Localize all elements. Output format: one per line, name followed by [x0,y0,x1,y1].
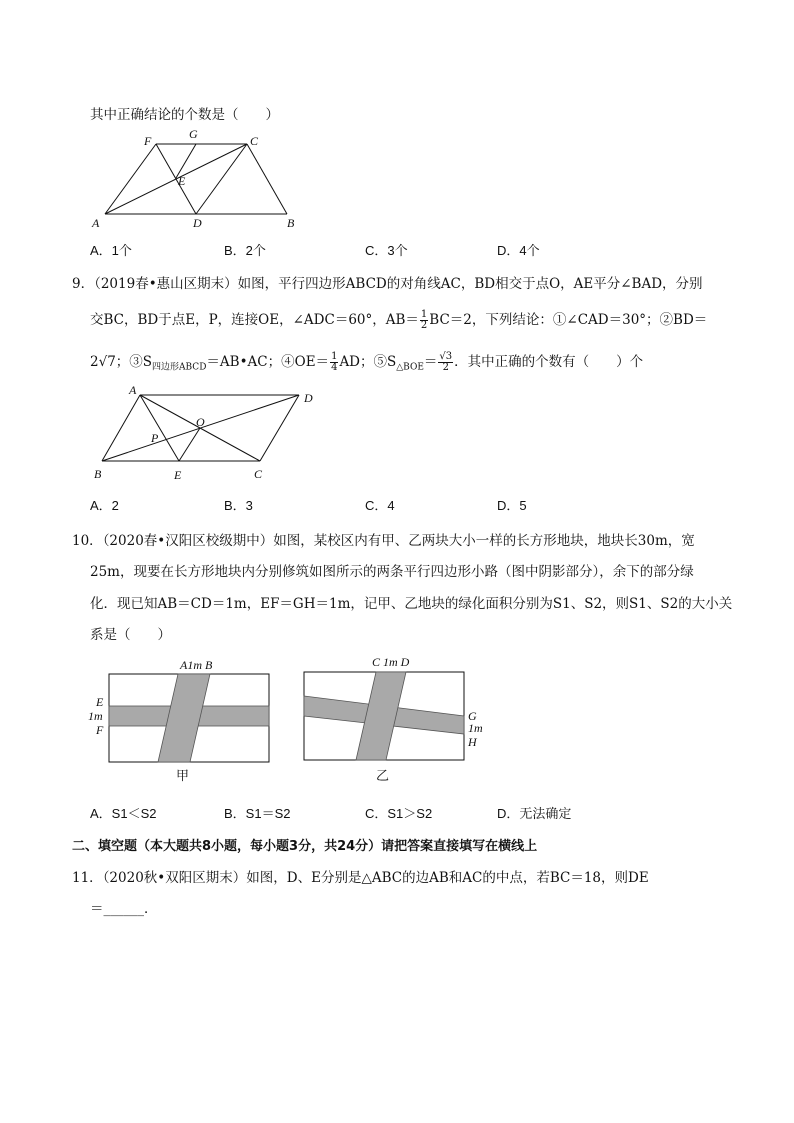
yi-top-label: C 1m D [372,655,410,669]
q9-text-line3c: AD；⑤S [339,354,397,370]
q9-line3 [90,350,643,373]
q8-option-c[interactable]: C．3个 [365,243,408,258]
jia-label-F: F [96,723,104,737]
q11-text-line1: 如图，D、E分别是△ABC的边AB和AC的中点，若BC＝18，则DE [246,870,649,886]
q11-source: （2020秋•双阳区期末） [102,870,247,886]
q9-label-E: E [174,468,182,482]
jia-top-label: A1m B [180,658,213,672]
q9-text-line3a: 2√7；③S [90,354,153,370]
section-two-heading: 二、填空题（本大题共8小题，每小题3分，共24分）请把答案直接填写在横线上 [72,839,538,854]
q8-option-a[interactable]: A．1个 [90,243,132,258]
yi-label-G: G [468,709,477,723]
q8-label-G: G [189,127,198,141]
q9-text-line1: 如图，平行四边形ABCD的对角线AC，BD相交于点O，AE平分∠BAD，分别 [237,276,703,292]
q9-text-line3d: ＝ [423,354,438,370]
q9-text-line2b: BC＝2，下列结论：①∠CAD＝30°；②BD＝ [429,312,708,328]
q8-label-E: E [178,174,186,188]
q9-number: 9． [72,276,95,292]
q9-option-d[interactable]: D．5 [497,498,527,513]
q10-option-b[interactable]: B．S1＝S2 [224,806,291,821]
q10-figure-yi [296,650,496,784]
jia-label-m: 1m [88,709,103,723]
q10-text-line1: 如图，某校区内有甲、乙两块大小一样的长方形地块，地块长30m，宽 [273,533,695,549]
frac-denominator: 2 [442,362,449,373]
q11-line1 [72,866,649,886]
q9-subscript-1: 四边形ABCD [152,362,207,373]
q10-option-c[interactable]: C．S1＞S2 [365,806,433,821]
q9-fraction-sqrt3 [438,352,453,373]
q9-option-c[interactable]: C．4 [365,498,395,513]
frac-numerator: 1 [420,309,428,320]
q9-label-A: A [129,383,137,397]
q11-line2[interactable]: ＝______． [90,901,158,917]
q8-option-b[interactable]: B．2个 [224,243,266,258]
q9-label-O: O [196,415,205,429]
q9-figure [88,380,328,488]
jia-caption: 甲 [176,768,190,783]
frac-denominator: 4 [331,362,338,373]
q9-fraction-half [420,310,428,331]
yi-label-m: 1m [468,721,483,735]
frac-denominator: 2 [420,320,428,331]
q11-number: 11． [72,870,103,886]
q8-figure [88,126,308,234]
jia-label-E: E [96,695,104,709]
q10-option-a[interactable]: A．S1＜S2 [90,806,157,821]
q9-subscript-2: △BOE [396,362,424,373]
frac-numerator: √3 [439,351,453,362]
q9-line1 [72,272,703,292]
q9-label-C: C [254,467,263,481]
q9-source: （2019春•惠山区期末） [94,276,238,292]
q9-option-a[interactable]: A．2 [90,498,119,513]
q10-line3: 化．现已知AB＝CD＝1m，EF＝GH＝1m，记甲、乙地块的绿化面积分别为S1、S2，则S1、S2的大小关 [90,596,733,612]
q10-option-d[interactable]: D．无法确定 [497,806,572,821]
q8-label-A: A [92,216,100,230]
q8-tail: 其中正确结论的个数是（ ） [90,107,279,123]
q10-source: （2020春•汉阳区校级期中） [102,533,274,549]
q9-fraction-quarter [330,352,338,373]
q9-option-b[interactable]: B．3 [224,498,253,513]
yi-caption: 乙 [376,768,390,783]
q8-label-C: C [250,134,259,148]
q8-label-B: B [287,216,295,230]
q10-number: 10． [72,533,103,549]
q10-line2: 25m，现要在长方形地块内分别修筑如图所示的两条平行四边形小路（图中阴影部分），余下的部分绿 [90,564,694,580]
q8-option-d[interactable]: D．4个 [497,243,540,258]
q10-line1 [72,529,695,549]
q10-line4: 系是（ ） [90,627,171,643]
q9-text-line2a: 交BC，BD于点E，P，连接OE，∠ADC＝60°，AB＝ [90,312,419,328]
q8-label-F: F [144,134,152,148]
q10-figure-jia [86,654,276,784]
yi-label-H: H [468,735,477,749]
q8-label-D: D [193,216,202,230]
q9-line2 [90,308,707,331]
q9-label-P: P [151,431,159,445]
q9-label-D: D [304,391,313,405]
q9-text-line3b: ＝AB•AC；④OE＝ [206,354,330,370]
q9-label-B: B [94,467,102,481]
q9-text-line3e: ．其中正确的个数有（ ）个 [454,354,644,370]
frac-numerator: 1 [331,351,338,362]
